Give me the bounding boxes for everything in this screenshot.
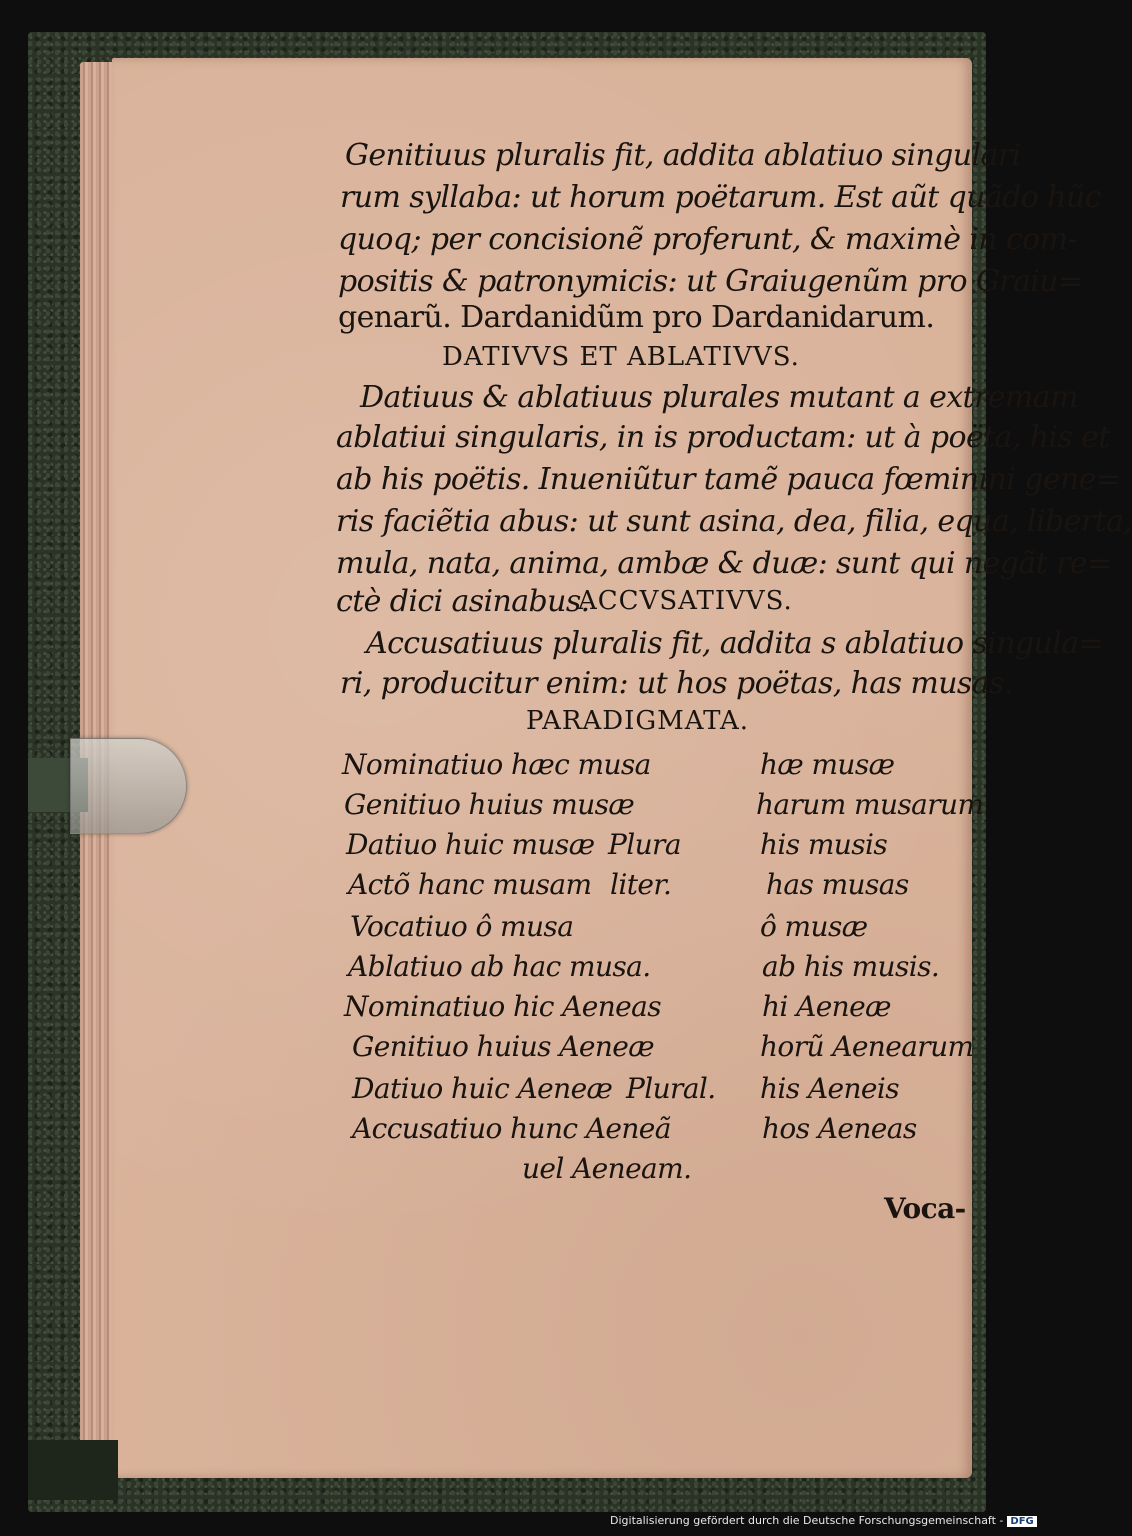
dfg-logo: DFG: [1007, 1516, 1036, 1527]
section-heading: ACCVSATIVVS.: [578, 586, 793, 616]
text-line: Genitiuus pluralis fit, addita ablatiuo singulari: [345, 138, 1021, 173]
paradigm-plural: harum musarum: [756, 788, 984, 821]
paradigm-singular: Vocatiuo ô musa: [350, 910, 574, 943]
paradigm-plural: hi Aeneæ: [762, 990, 891, 1023]
text-line: genarũ. Dardanidũm pro Dardanidarum.: [338, 300, 935, 335]
paradigm-singular: Genitiuo huius musæ: [344, 788, 635, 821]
text-line: rum syllaba: ut horum poëtarum. Est aũt quãdo hũc: [340, 180, 1101, 215]
text-line: ris faciẽtia abus: ut sunt asina, dea, filia, equa, liberta,: [336, 504, 1132, 539]
paradigm-singular: Actõ hanc musam: [348, 868, 592, 901]
paradigm-plural: his Aeneis: [760, 1072, 899, 1105]
paradigm-plural: ab his musis.: [762, 950, 940, 983]
paradigm-plural: his musis: [760, 828, 888, 861]
paradigm-plural: ô musæ: [760, 910, 868, 943]
paradigm-mid-label: Plura: [608, 828, 681, 861]
text-line: mula, nata, anima, ambæ & duæ: sunt qui negãt re=: [336, 546, 1112, 581]
paradigm-mid-label: liter.: [610, 868, 672, 901]
paradigm-singular: Genitiuo huius Aeneæ: [352, 1030, 654, 1063]
text-line: ri, producitur enim: ut hos poëtas, has musas.: [340, 666, 1013, 701]
paradigm-plural: horũ Aenearum: [760, 1030, 974, 1063]
paradigm-singular: Datiuo huic Aeneæ: [352, 1072, 613, 1105]
paradigm-singular: Nominatiuo hic Aeneas: [344, 990, 662, 1023]
paradigm-singular: Ablatiuo ab hac musa.: [348, 950, 651, 983]
paradigm-plural: hos Aeneas: [762, 1112, 917, 1145]
paradigm-singular: Accusatiuo hunc Aeneã: [352, 1112, 671, 1145]
paradigm-plural: has musas: [766, 868, 909, 901]
paradigm-singular: Nominatiuo hæc musa: [342, 748, 651, 781]
text-line: quoq; per concisionẽ proferunt, & maximè in com-: [338, 222, 1078, 257]
catchword: Voca-: [884, 1192, 966, 1225]
text-line: ctè dici asinabus.: [336, 584, 590, 619]
paradigm-variant: uel Aeneam.: [522, 1152, 692, 1185]
text-line: positis & patronymicis: ut Graiugenũm pro Graiu=: [338, 264, 1083, 299]
footer-text: Digitalisierung gefördert durch die Deutsche Forschungsgemeinschaft -: [610, 1514, 1004, 1527]
text-line: Accusatiuus pluralis fit, addita s ablatiuo singula=: [366, 626, 1104, 661]
text-line: Datiuus & ablatiuus plurales mutant a extremam: [360, 380, 1078, 415]
text-line: ablatiui singularis, in is productam: ut à poëta, his et: [336, 420, 1110, 455]
paradigm-singular: Datiuo huic musæ: [346, 828, 595, 861]
digitization-footer: [610, 1514, 1037, 1527]
section-heading: PARADIGMATA.: [526, 706, 750, 736]
section-heading: DATIVVS ET ABLATIVVS.: [442, 342, 800, 372]
text-line: ab his poëtis. Inueniũtur tamẽ pauca fœminini gene=: [336, 462, 1121, 497]
paradigm-mid-label: Plural.: [626, 1072, 716, 1105]
paradigm-plural: hæ musæ: [760, 748, 895, 781]
